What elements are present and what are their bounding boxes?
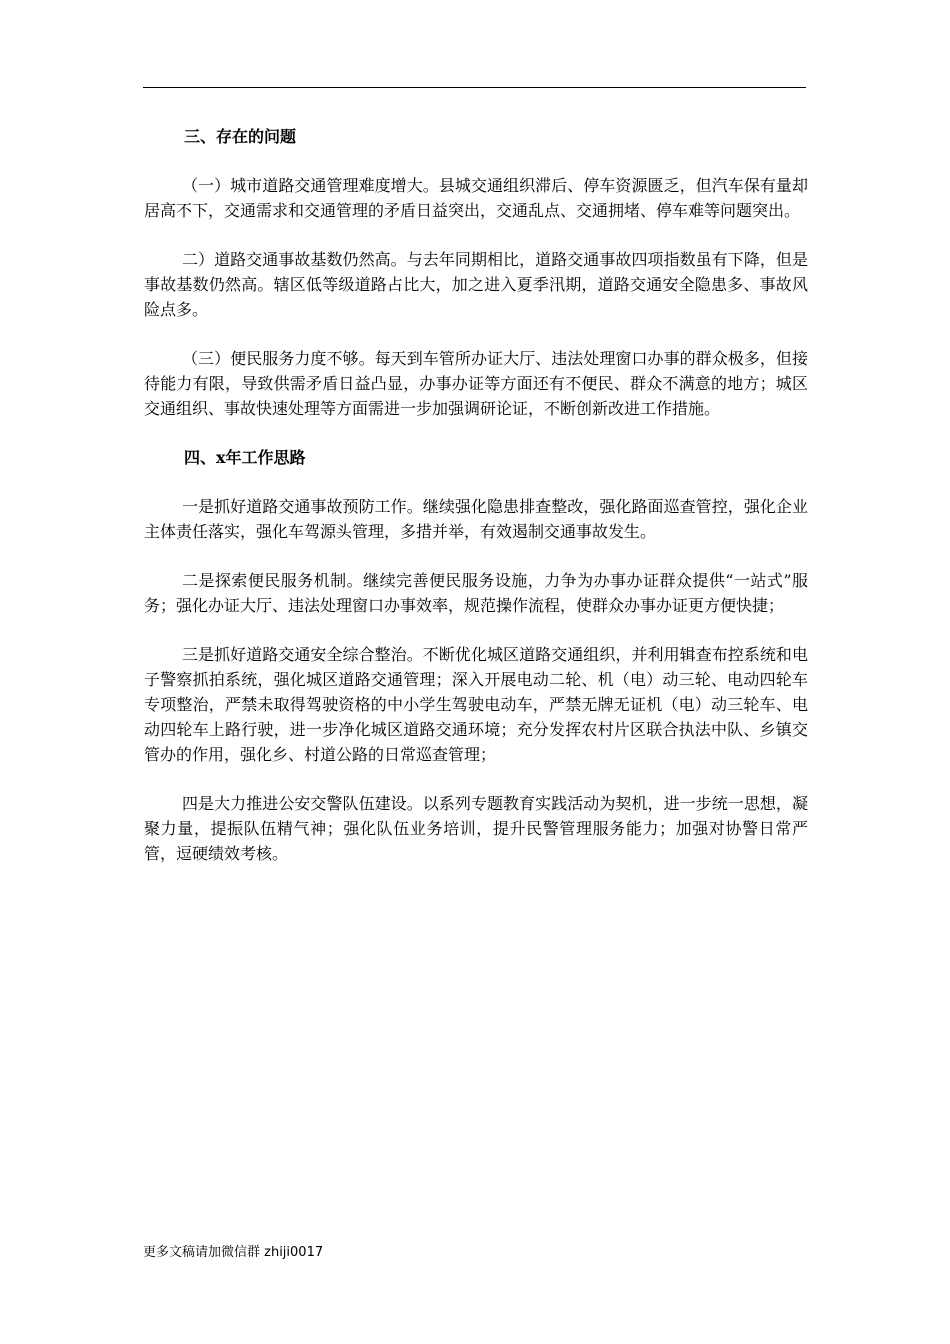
paragraph: 三是抓好道路交通安全综合整治。不断优化城区道路交通组织，并利用辑查布控系统和电子警察抓拍系统，强化城区道路交通管理；深入开展电动二轮、机（电）动三轮、电动四轮车专项整治，严禁未取得驾驶资格的中小学生驾驶电动车，严禁无牌无证机（电）动三轮车、电动四轮车上路行驶，进一步净化城区道路交通环境；充分发挥农村片区联合执法中队、乡镇交管办的作用，强化乡、村道公路的日常巡查管理； (144, 645, 808, 764)
footer-note: 更多文稿请加微信群 zhiji0017 (143, 1245, 324, 1260)
section-heading-problems: 三、存在的问题 (184, 127, 297, 146)
paragraph: （三）便民服务力度不够。每天到车管所办证大厅、违法处理窗口办事的群众极多，但接待能力有限，导致供需矛盾日益凸显，办事办证等方面还有不便民、群众不满意的地方；城区交通组织、事故快速处理等方面需进一步加强调研论证，不断创新改进工作措施。 (144, 349, 808, 418)
header-rule (143, 87, 806, 88)
paragraph: 一是抓好道路交通事故预防工作。继续强化隐患排查整改，强化路面巡查管控，强化企业主体责任落实，强化车驾源头管理，多措并举，有效遏制交通事故发生。 (144, 497, 808, 541)
section-heading-work-plan: 四、x年工作思路 (184, 448, 306, 467)
paragraph: 二是探索便民服务机制。继续完善便民服务设施，力争为办事办证群众提供“一站式”服务；强化办证大厅、违法处理窗口办事效率，规范操作流程，使群众办事办证更方便快捷； (144, 571, 808, 615)
paragraph: （一）城市道路交通管理难度增大。县城交通组织滞后、停车资源匮乏，但汽车保有量却居高不下，交通需求和交通管理的矛盾日益突出，交通乱点、交通拥堵、停车难等问题突出。 (144, 176, 808, 220)
paragraph: 二）道路交通事故基数仍然高。与去年同期相比，道路交通事故四项指数虽有下降，但是事故基数仍然高。辖区低等级道路占比大，加之进入夏季汛期，道路交通安全隐患多、事故风险点多。 (144, 250, 808, 319)
document-body (144, 124, 808, 866)
paragraph: 四是大力推进公安交警队伍建设。以系列专题教育实践活动为契机，进一步统一思想，凝聚力量，提振队伍精气神；强化队伍业务培训，提升民警管理服务能力；加强对协警日常严管，逗硬绩效考核。 (144, 794, 808, 863)
